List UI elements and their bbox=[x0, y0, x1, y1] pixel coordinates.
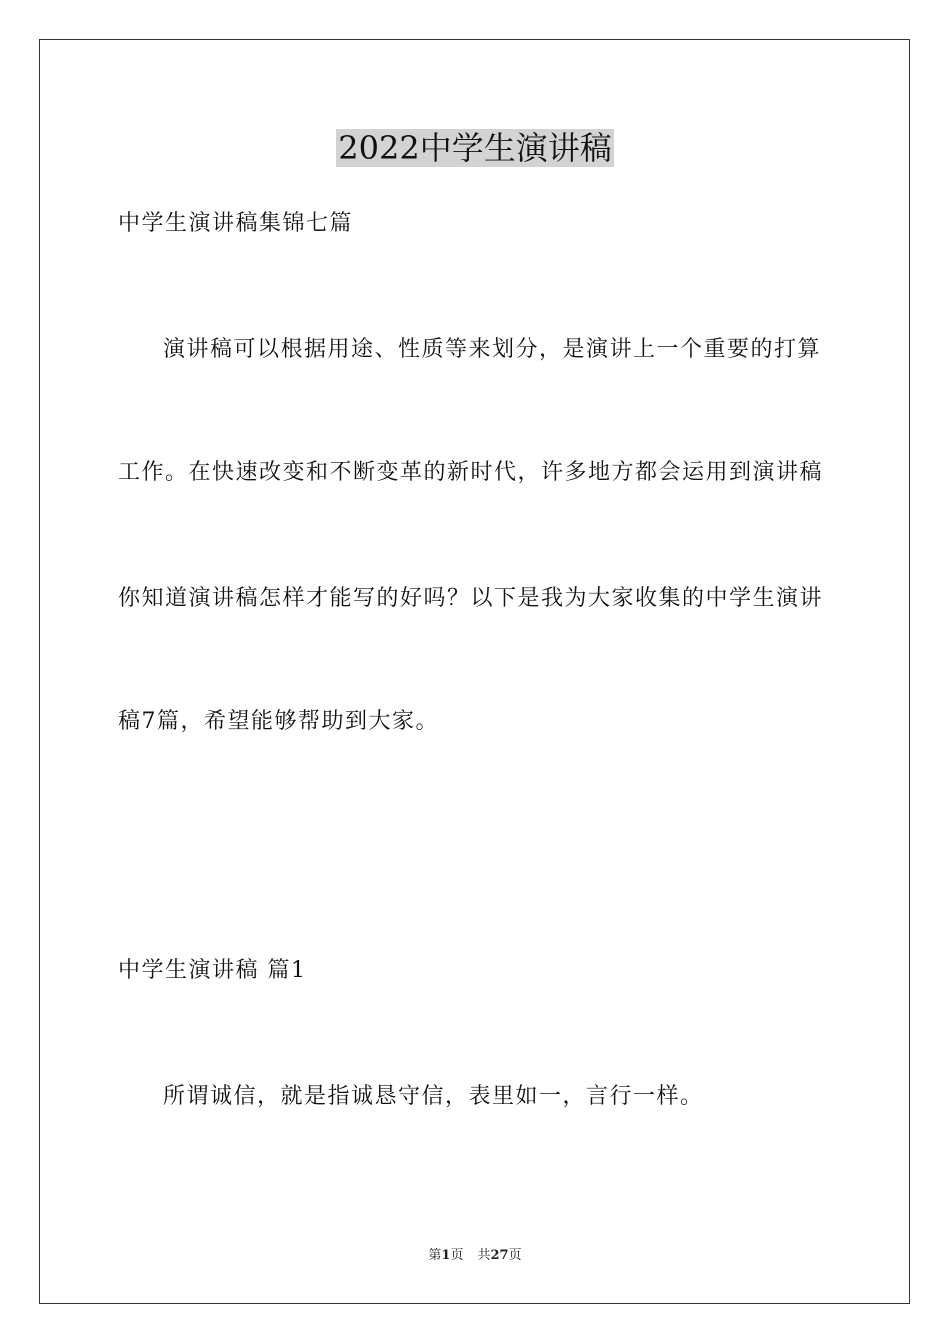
footer-page-total: 27 bbox=[490, 1248, 509, 1263]
section-heading: 中学生演讲稿 篇1 bbox=[118, 958, 307, 983]
intro-line-1: 演讲稿可以根据用途、性质等来划分，是演讲上一个重要的打算 bbox=[163, 337, 822, 362]
page-footer bbox=[0, 1247, 950, 1265]
intro-line-2: 工作。在快速改变和不断变革的新时代，许多地方都会运用到演讲稿 bbox=[118, 460, 824, 485]
footer-total-suffix: 页 bbox=[508, 1248, 522, 1263]
document-subtitle: 中学生演讲稿集锦七篇 bbox=[118, 211, 354, 236]
document-title-text: 2022中学生演讲稿 bbox=[338, 129, 612, 167]
intro-line-3: 你知道演讲稿怎样才能写的好吗？以下是我为大家收集的中学生演讲 bbox=[118, 586, 824, 611]
document-title bbox=[0, 126, 950, 170]
footer-page-current: 1 bbox=[441, 1248, 451, 1263]
footer-page-suffix: 页 bbox=[450, 1248, 464, 1263]
intro-line-4: 稿7篇，希望能够帮助到大家。 bbox=[118, 709, 439, 734]
footer-total-prefix: 共 bbox=[477, 1248, 491, 1263]
footer-page-prefix: 第 bbox=[428, 1248, 442, 1263]
section-paragraph-line: 所谓诚信，就是指诚恳守信，表里如一，言行一样。 bbox=[163, 1084, 704, 1109]
